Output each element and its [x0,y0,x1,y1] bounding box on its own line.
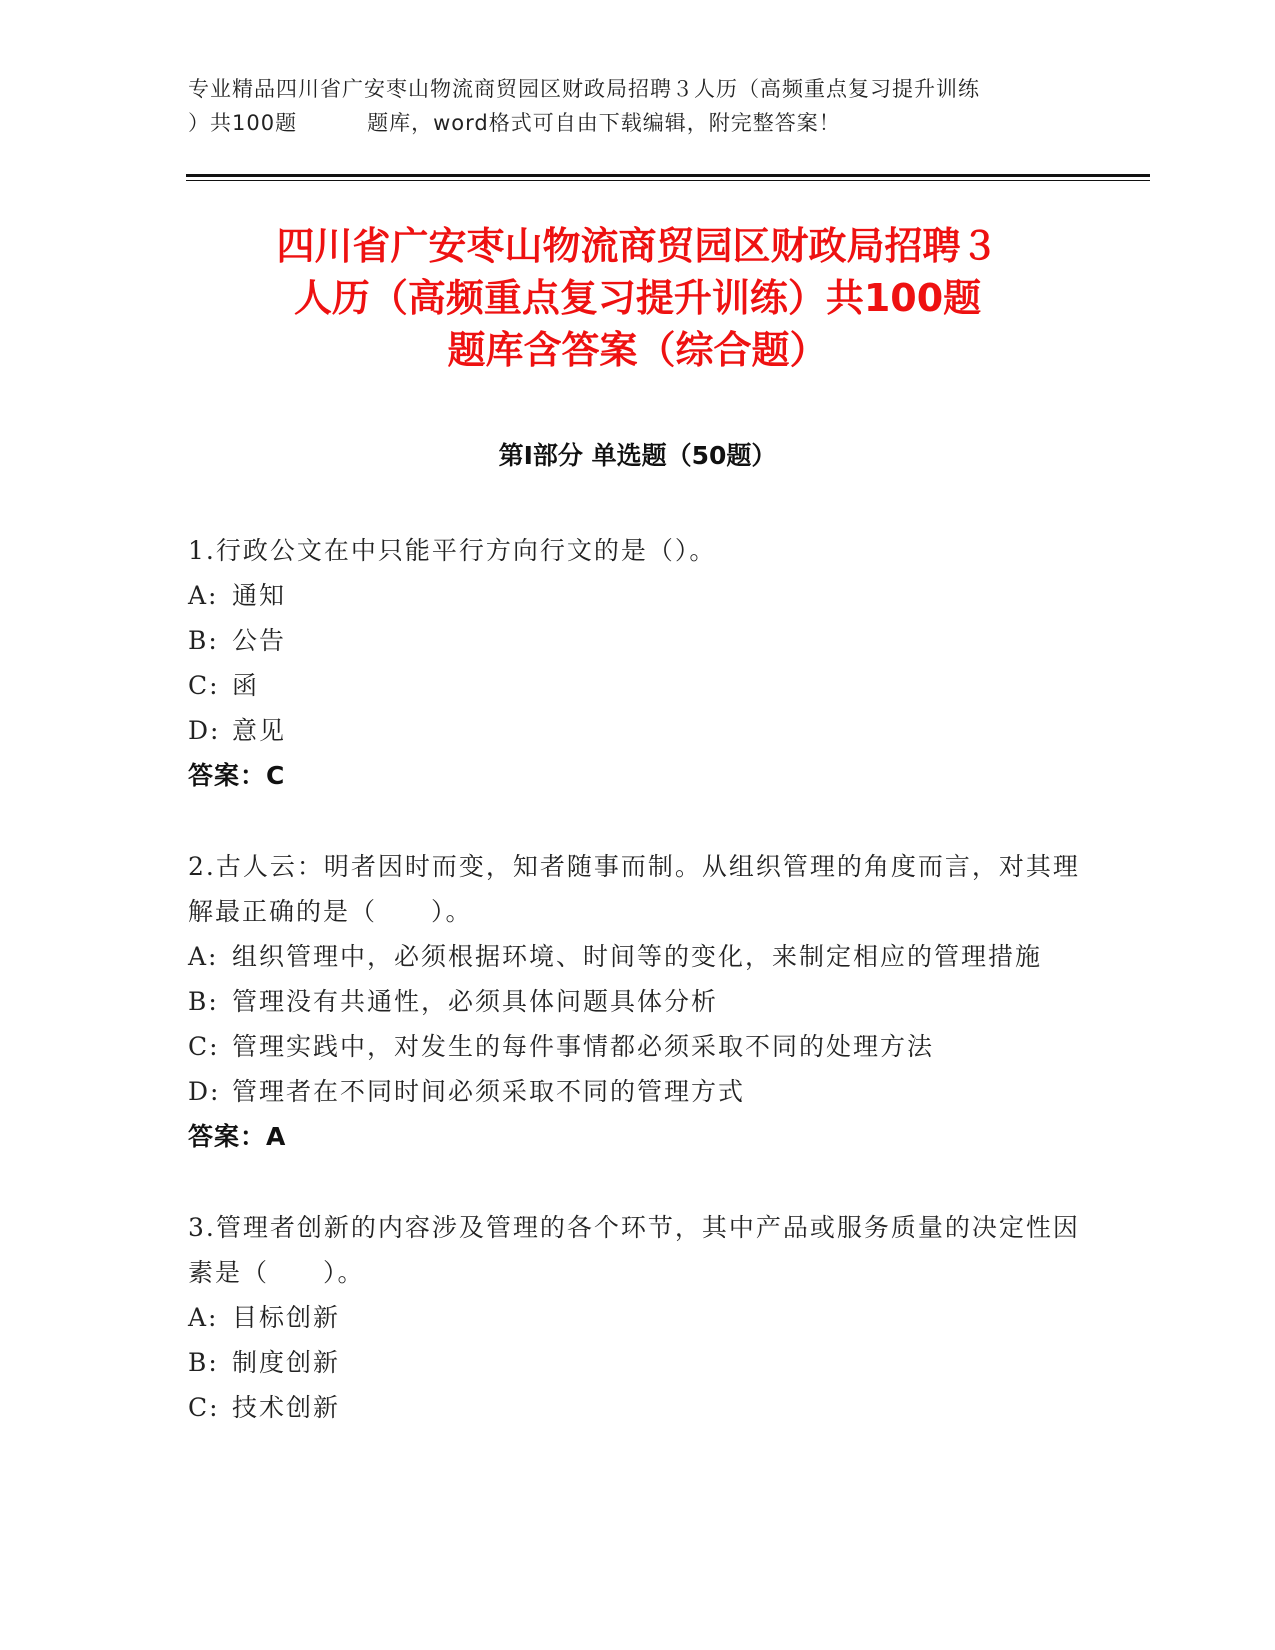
header-note-line2-left: ）共100题 [188,111,298,135]
header-note-line2-right: 题库，word格式可自由下载编辑，附完整答案！ [367,111,841,135]
option-letter: C: [188,1393,220,1422]
question-2 [188,844,1088,1159]
option-letter: A: [188,942,219,971]
header-divider-thin [186,180,1150,181]
option-letter: D: [188,716,221,745]
header-note-line2 [188,106,1088,140]
section-title: 第Ⅰ部分 单选题（50题） [498,441,777,470]
option-letter: B: [188,626,219,655]
option-a [188,934,1088,979]
option-letter: B: [188,1348,219,1377]
document-title [170,220,1105,376]
header-note-line1: 专业精品四川省广安枣山物流商贸园区财政局招聘３人历（高频重点复习提升训练 [188,77,980,101]
option-letter: A: [188,1303,219,1332]
option-text: 意见 [232,716,287,745]
answer-line: 答案：C [188,761,286,790]
option-a [188,1295,1088,1340]
option-text: 函 [232,671,260,700]
option-b [188,1340,1088,1385]
answer-line: 答案：A [188,1122,287,1151]
option-d [188,708,1088,753]
option-d [188,1069,1088,1114]
document-title-line3: 题库含答案（综合题） [447,328,828,372]
option-letter: C: [188,671,220,700]
option-text: 通知 [232,581,287,610]
document-title-line1: 四川省广安枣山物流商贸园区财政局招聘３ [276,224,999,268]
option-b [188,979,1088,1024]
question-stem: 3.管理者创新的内容涉及管理的各个环节，其中产品或服务质量的决定性因素是（ ）。 [188,1213,1080,1287]
option-text: 技术创新 [232,1393,341,1422]
option-text: 管理者在不同时间必须采取不同的管理方式 [232,1077,746,1106]
question-stem: 1.行政公文在中只能平行方向行文的是（）。 [188,536,717,565]
question-list [188,528,1088,1476]
header-note [188,72,1088,140]
question-stem: 2.古人云：明者因时而变，知者随事而制。从组织管理的角度而言，对其理解最正确的是（ ）。 [188,852,1080,926]
option-text: 目标创新 [232,1303,341,1332]
option-a [188,573,1088,618]
document-title-line2: 人历（高频重点复习提升训练）共100题 [293,276,982,320]
option-letter: B: [188,987,219,1016]
option-text: 制度创新 [232,1348,341,1377]
option-b [188,618,1088,663]
option-text: 管理实践中，对发生的每件事情都必须采取不同的处理方法 [232,1032,935,1061]
question-1 [188,528,1088,798]
question-3 [188,1205,1088,1430]
option-c [188,663,1088,708]
option-c [188,1024,1088,1069]
option-text: 管理没有共通性，必须具体问题具体分析 [232,987,719,1016]
header-divider-thick [186,174,1150,177]
option-text: 公告 [232,626,287,655]
option-letter: A: [188,581,219,610]
option-letter: C: [188,1032,220,1061]
option-text: 组织管理中，必须根据环境、时间等的变化，来制定相应的管理措施 [232,942,1043,971]
option-c [188,1385,1088,1430]
option-letter: D: [188,1077,221,1106]
